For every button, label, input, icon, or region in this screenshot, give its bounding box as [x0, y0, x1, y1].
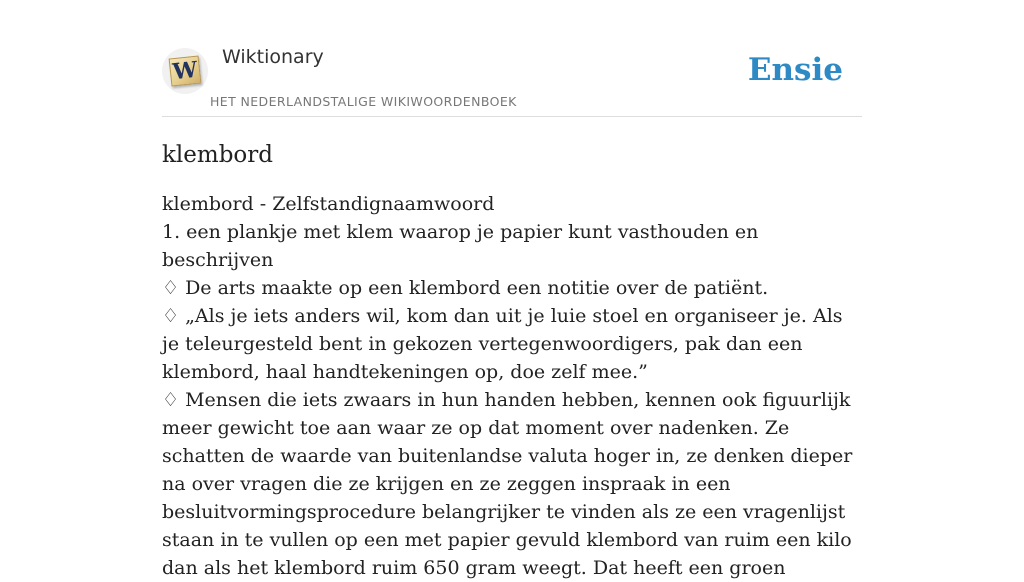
wiktionary-logo-icon[interactable] [162, 48, 208, 94]
entry-heading: klembord - Zelfstandignaamwoord [162, 193, 495, 215]
entry-body [162, 190, 862, 582]
logo-tile [169, 56, 202, 87]
entry-content [162, 136, 862, 582]
logo-letter: W [171, 56, 199, 86]
example-sentence: ♢ „Als je iets anders wil, kom dan uit je luie stoel en organiseer je. Als je teleurgesteld bent in gekozen vertegenwoordigers, pak dan een klembord, haal handtekeningen op, doe zelf mee.” [162, 305, 843, 383]
example-sentence: ♢ Mensen die iets zwaars in hun handen hebben, kennen ook figuurlijk meer gewicht toe aan waar ze op dat moment over nadenken. Ze schatten de waarde van buitenlandse valuta hoger in, ze denken dieper na over vragen die ze krijgen en ze zeggen inspraak in een besluitvormingsprocedure belangrijker te vinden als ze een vragenlijst staan in te vullen op een met papier gevuld klembord van ruim een kilo dan als het klembord ruim 650 gram weegt. Dat heeft een groen [162, 389, 853, 579]
ensie-brand-link[interactable]: Ensie [747, 52, 843, 88]
page-title: klembord [162, 142, 274, 168]
entry-definition: 1. een plankje met klem waarop je papier kunt vasthouden en beschrijven [162, 221, 759, 271]
site-tagline: HET NEDERLANDSTALIGE WIKIWOORDENBOEK [210, 94, 517, 109]
site-header [162, 40, 862, 117]
example-sentence: ♢ De arts maakte op een klembord een notitie over de patiënt. [162, 277, 769, 299]
site-name[interactable]: Wiktionary [222, 46, 324, 68]
